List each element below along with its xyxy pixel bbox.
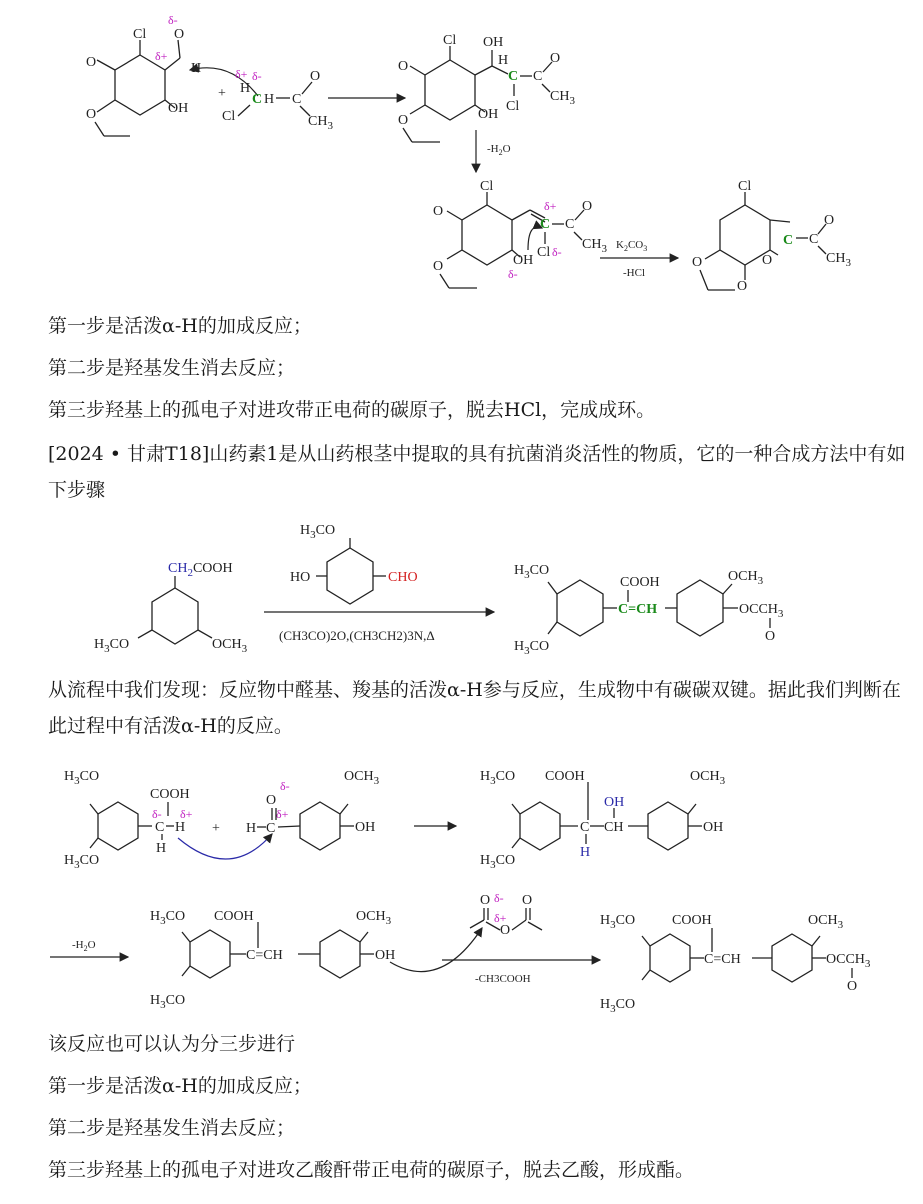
h-label: H <box>246 821 257 836</box>
oh-label: OH <box>355 820 376 835</box>
ho-label: HO <box>290 570 311 585</box>
molecule-dehydrated <box>150 909 395 1011</box>
plus-sign: + <box>218 86 226 101</box>
delta-plus: δ+ <box>155 49 168 63</box>
delta-plus: δ+ <box>180 807 193 821</box>
h3co-label: $H_3CO$ <box>150 993 186 1011</box>
ch3-label: $CH_3$ <box>582 237 607 255</box>
molecule-acetic-anhydride <box>470 891 542 938</box>
reaction-scheme-2 <box>0 520 923 680</box>
h-label: H <box>240 81 251 96</box>
o-label: O <box>433 259 444 274</box>
h3co-label: $H_3CO$ <box>480 769 516 787</box>
ch-label: CH <box>604 820 624 835</box>
o-label: O <box>500 923 511 938</box>
h3co-label: $H_3CO$ <box>64 853 100 871</box>
och3-label: $OCH_3$ <box>212 637 248 655</box>
och3-label: $OCH_3$ <box>808 913 844 931</box>
molecule-final-ester <box>600 913 871 1015</box>
o-label: O <box>398 113 409 128</box>
oh-label: OH <box>375 948 396 963</box>
cl-label: Cl <box>506 99 520 114</box>
molecule-mech-adduct <box>480 769 726 871</box>
cl-label: Cl <box>738 179 752 194</box>
k2co3-label: $K_2CO_3$ <box>616 239 648 253</box>
cooh-label: COOH <box>150 787 190 802</box>
oh-label: OH <box>513 253 534 268</box>
o-label: O <box>692 255 703 270</box>
molecule-phenylacetic-acid-mech <box>64 769 193 871</box>
c-eq-ch-label: C=CH <box>618 602 658 617</box>
molecule-vanillin-mech <box>246 769 380 850</box>
c-label: C <box>252 92 263 107</box>
delta-plus: δ+ <box>544 199 557 213</box>
molecule-enone <box>433 179 607 288</box>
molecule-cinnamic-product <box>514 563 784 657</box>
step-3-text: 第三步羟基上的孤电子对进攻带正电荷的碳原子，脱去HCl，完成成环。 <box>48 399 656 421</box>
delta-minus: δ- <box>494 891 504 905</box>
delta-minus: δ- <box>168 13 178 27</box>
step-3-text-b: 第三步羟基上的孤电子对进攻乙酸酐带正电荷的碳原子，脱去乙酸，形成酯。 <box>48 1159 695 1181</box>
o-label: O <box>174 27 185 42</box>
step-1-text-b: 第一步是活泼α-H的加成反应； <box>48 1075 312 1097</box>
ch3-label: $CH_3$ <box>550 89 575 107</box>
h3co-label: $H_3CO$ <box>94 637 130 655</box>
och3-label: $OCH_3$ <box>356 909 392 927</box>
question-paragraph: [2024 • 甘肃T18]山药素1是从山药根茎中提取的具有抗菌消炎活性的物质，它的一种合成方法中有如下步骤 <box>48 443 906 501</box>
eq-ch-label: C=CH <box>246 948 283 963</box>
h-label: H <box>580 845 591 860</box>
h-label: H <box>498 53 509 68</box>
o-label: O <box>86 107 97 122</box>
och3-label: $OCH_3$ <box>690 769 726 787</box>
c-label: C <box>533 69 543 84</box>
c-label: C <box>783 233 794 248</box>
o-label: O <box>762 253 773 268</box>
h3co-label: $H_3CO$ <box>64 769 100 787</box>
c-label: C <box>565 217 575 232</box>
reaction-scheme-3 <box>0 752 923 1052</box>
ch3-label: $CH_3$ <box>826 251 851 269</box>
oh-label: OH <box>483 35 504 50</box>
delta-plus: δ+ <box>276 807 289 821</box>
o-label: O <box>522 893 533 908</box>
minus-h2o-label: $-H_2O$ <box>72 939 96 953</box>
minus-h2o-label: $-H_2O$ <box>487 143 511 157</box>
o-label: O <box>582 199 593 214</box>
o-label: O <box>550 51 561 66</box>
o-label: O <box>433 204 444 219</box>
delta-minus: δ- <box>552 245 562 259</box>
eq-ch-label: C=CH <box>704 952 741 967</box>
plus-sign: + <box>212 821 220 836</box>
step-1-text: 第一步是活泼α-H的加成反应； <box>48 315 312 337</box>
cho-label: CHO <box>388 570 418 585</box>
o-label: O <box>824 213 835 228</box>
delta-plus: δ+ <box>235 67 248 81</box>
reaction-scheme-1 <box>0 0 923 300</box>
step-2-text-b: 第二步是羟基发生消去反应； <box>48 1117 296 1139</box>
c-label: C <box>155 820 165 835</box>
c-label: C <box>540 217 551 232</box>
o-label: O <box>266 793 277 808</box>
cooh-label: COOH <box>214 909 254 924</box>
molecule-aldol-adduct <box>398 33 575 142</box>
c-label: C <box>508 69 519 84</box>
delta-minus: δ- <box>280 779 290 793</box>
h3co-label: $H_3CO$ <box>514 563 550 581</box>
minus-ch3cooh-label: -CH3COOH <box>475 973 531 985</box>
h-label: H <box>191 61 202 76</box>
o-label: O <box>86 55 97 70</box>
cooh-label: COOH <box>672 913 712 928</box>
h3co-label: $H_3CO$ <box>150 909 186 927</box>
c-label: C <box>580 820 590 835</box>
och3-label: $OCH_3$ <box>728 569 764 587</box>
h3co-label: $H_3CO$ <box>480 853 516 871</box>
minus-hcl-label: -HCl <box>623 267 645 279</box>
oh-label: OH <box>604 795 625 810</box>
c-label: C <box>809 232 819 247</box>
o-label: O <box>480 893 491 908</box>
oh-label: OH <box>168 101 189 116</box>
delta-minus: δ- <box>252 69 262 83</box>
intro-text: 该反应也可以认为分三步进行 <box>48 1033 296 1055</box>
och3-label: $OCH_3$ <box>344 769 380 787</box>
analysis-paragraph: 从流程中我们发现：反应物中醛基、羧基的活泼α-H参与反应，生成物中有碳碳双键。据此我们判断在此过程中有活泼α-H的反应。 <box>48 679 901 737</box>
molecule-benzofuran <box>692 179 851 294</box>
o-label: O <box>737 279 748 294</box>
ch2cooh-label: $CH_2COOH$ <box>168 561 233 579</box>
molecule-phenylacetic-acid <box>94 561 248 655</box>
c-label: C <box>266 821 276 836</box>
h-label: H <box>175 820 186 835</box>
step-2-text: 第二步是羟基发生消去反应； <box>48 357 296 379</box>
h3co-label: $H_3CO$ <box>600 997 636 1015</box>
h3co-label: $H_3CO$ <box>300 523 336 541</box>
o-label: O <box>765 629 776 644</box>
h3co-label: $H_3CO$ <box>514 639 550 657</box>
cl-label: Cl <box>133 27 147 42</box>
cl-label: Cl <box>537 245 551 260</box>
oh-label: OH <box>703 820 724 835</box>
molecule-chloroacetone <box>222 67 333 132</box>
molecule-vanillin <box>290 523 418 604</box>
h3co-label: $H_3CO$ <box>600 913 636 931</box>
o-label: O <box>847 979 858 994</box>
cl-label: Cl <box>222 109 236 124</box>
o-label: O <box>310 69 321 84</box>
c-label: C <box>292 92 302 107</box>
cooh-label: COOH <box>620 575 660 590</box>
ch3-label: $CH_3$ <box>308 114 333 132</box>
delta-minus: δ- <box>508 267 518 281</box>
delta-minus: δ- <box>152 807 162 821</box>
ch-label: H <box>264 92 275 107</box>
conditions-label: (CH3CO)2O,(CH3CH2)3N,Δ <box>279 628 435 643</box>
o-label: O <box>398 59 409 74</box>
delta-plus: δ+ <box>494 911 507 925</box>
oacch3-label: $OCCH_3$ <box>826 952 871 970</box>
cooh-label: COOH <box>545 769 585 784</box>
cl-label: Cl <box>480 179 494 194</box>
cl-label: Cl <box>443 33 457 48</box>
oh-label: OH <box>478 107 499 122</box>
h-label: H <box>156 841 167 856</box>
oacch3-label: $OCCH_3$ <box>739 602 784 620</box>
